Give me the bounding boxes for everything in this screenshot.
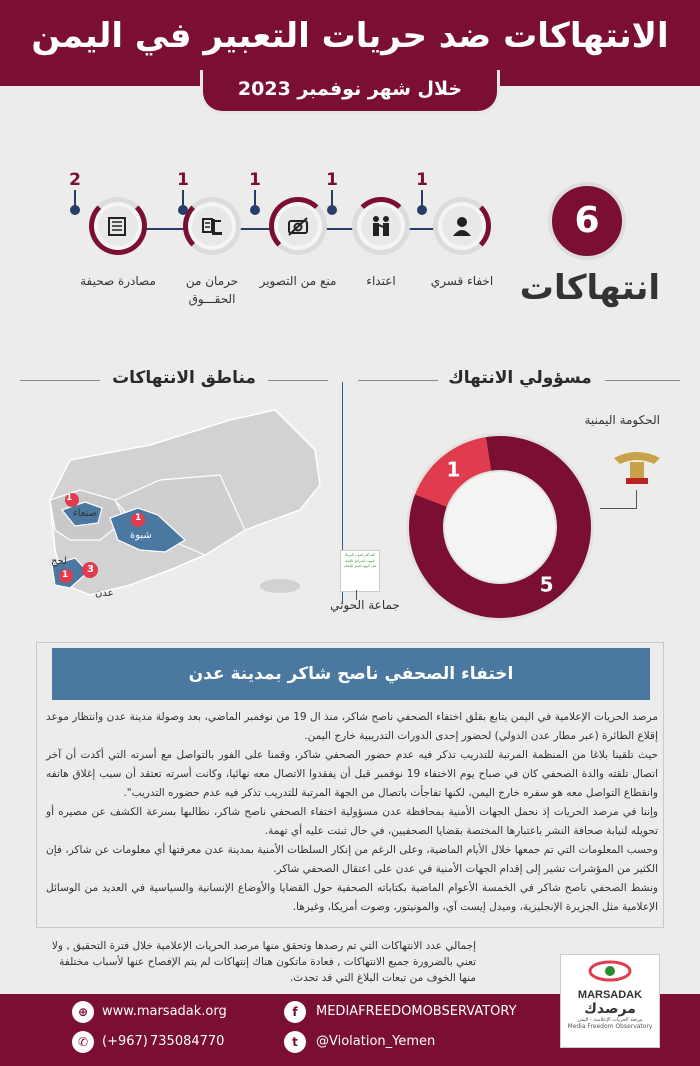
rights-deprivation-badge	[183, 197, 241, 255]
map-label-sanaa: صنعاء	[73, 508, 98, 519]
label-enforced-disappearance: اخفاء قسري	[430, 274, 494, 288]
pin-dot	[417, 205, 427, 215]
facebook-link[interactable]: MEDIAFREEDOMOBSERVATORY	[316, 1004, 517, 1019]
total-violations-label: انتهاكات	[519, 268, 660, 308]
whatsapp-icon: ✆	[72, 1031, 94, 1053]
count-rights-deprivation: 1	[177, 170, 189, 190]
count-newspaper-confiscation: 2	[69, 170, 81, 190]
total-violations-badge: 6	[548, 182, 626, 260]
map-label-lahj: لحج	[51, 556, 67, 567]
phone-number[interactable]: 735084770	[150, 1034, 225, 1049]
count-assault: 1	[326, 170, 338, 190]
newspaper-icon	[106, 215, 130, 237]
article-title: اختفاء الصحفي ناصح شاكر بمدينة عدن	[52, 648, 650, 700]
page-title: الانتهاكات ضد حريات التعبير في اليمن	[31, 16, 669, 56]
assault-badge	[352, 197, 410, 255]
count-filming-ban: 1	[249, 170, 261, 190]
pin-dot	[70, 205, 80, 215]
filming-ban-badge	[269, 197, 327, 255]
page-subtitle: خلال شهر نوفمبر 2023	[237, 78, 463, 100]
count-enforced-disappearance: 1	[416, 170, 428, 190]
article-paragraph: وحسب المعلومات التي تم جمعها خلال الأيام الماضية، وعلى الرغم من إنكار السلطات الأمنية بمدينة عدن معرفتها أي معلومات عن شاكر، فإن الكثير من المؤشرات تشير إلى إقدام الجهات الأمنية في عدن على اعتقال الصحفي شاكر.	[46, 844, 658, 875]
responsible-heading: مسؤولي الانتهاك	[448, 368, 592, 388]
divider	[20, 380, 100, 381]
article-paragraph: حيث تلقينا بلاغا من المنظمة المرتبة للتدريب تذكر فيه عدم حضور الصحفي شاكر، وقمنا على الفور بالتواصل مع أسرته التي أكدت أن آخر اتصال تلقته والدة الصحفي كان في صباح يوم الاختفاء 19 نوفمبر قبل أن يفقدوا الاتصال معه نهائيا، وكانت أسرته تعتقد أن سبب إغلاق هاتفه وانقطاع التواصل معه هو سفره خارج اليمن، لكنها تفاجأت باتصال من الجهة المرتبة للتدريب تذكر فيه عدم حضوره التدريب".	[46, 749, 658, 799]
yemen-emblem-icon	[610, 448, 664, 488]
donut-hole	[445, 472, 555, 582]
facebook-icon: f	[284, 1001, 306, 1023]
map-heading: مناطق الانتهاكات	[112, 368, 256, 388]
marsadak-logo: MARSADAK مرصدك مرصد الحريات الإعلامية - اليمن Media Freedom Observatory	[560, 954, 660, 1048]
map-count-sanaa: 1	[66, 493, 73, 503]
enforced-disappearance-badge	[433, 197, 491, 255]
divider	[268, 380, 328, 381]
map-label-aden: عدن	[95, 588, 114, 599]
person-icon	[451, 215, 473, 237]
donut-value-label: 1	[446, 457, 461, 482]
disclaimer-text: إجمالي عدد الانتهاكات التي تم رصدها وتحقق منها مرصد الحريات الإعلامية خلال فترة التحقيق , ولا تعني بالضرورة جميع الانتهاكات , فعادة ماتكون هناك إنتهاكات لم يتم الإفصاح عنها لأسباب مختلفة منها الخوف من تبعات البلاغ التي قد تحدث.	[51, 940, 476, 984]
pointer-line	[636, 490, 637, 508]
newspaper-confiscation-badge	[89, 197, 147, 255]
rights-icon	[200, 215, 224, 237]
phone-code: (+967)	[102, 1034, 148, 1049]
label-newspaper-confiscation: مصادرة صحيفة	[80, 274, 156, 288]
article-paragraph: وإننا في مرصد الحريات إذ نحمل الجهات الأمنية بمحافظة عدن مسؤولية اختفاء الصحفي ناصح شاكر، نطالبها بسرعة الكشف عن مصيره أو تحويله لنيابة صحافة النشر باعتبارها المختصة بقضايا الصحفيين، في حال ثبتت عليه أي تهمة.	[46, 806, 658, 837]
yemen-map	[30, 390, 330, 620]
pin-dot	[327, 205, 337, 215]
globe-icon: ⊕	[72, 1001, 94, 1023]
map-count-lahj: 1	[62, 570, 69, 580]
no-camera-icon	[286, 215, 310, 237]
website-link[interactable]: www.marsadak.org	[102, 1004, 227, 1019]
twitter-icon: t	[284, 1031, 306, 1053]
divider	[605, 380, 680, 381]
article-body	[46, 708, 658, 917]
divider	[358, 380, 438, 381]
article-paragraph: مرصد الحريات الإعلامية في اليمن يتابع بقلق اختفاء الصحفي ناصح شاكر، منذ ال 19 من نوفمبر الماضي، بعد وصولة مدينة عدن وانتظار موعد إقلاع الطائرة (عبر مطار عدن الدولي) لحضور إحدى الدورات التدريبية خارج اليمن.	[46, 711, 658, 742]
map-label-shabwa: شبوة	[130, 530, 152, 541]
pointer-line	[600, 508, 637, 509]
label-filming-ban: منع من التصوير	[259, 274, 337, 288]
label-assault: اعتداء	[366, 274, 396, 288]
map-count-shabwa: 1	[135, 513, 142, 523]
assault-icon	[369, 215, 393, 237]
eye-logo-icon	[561, 955, 659, 985]
twitter-link[interactable]: @Violation_Yemen	[316, 1034, 436, 1049]
houthi-slogan-icon: الله أكبر الموت لأمريكا الموت لإسرائيل اللعنة على اليهود النصر للإسلام	[340, 550, 380, 592]
article-paragraph: ونشط الصحفي ناصح شاكر في الخمسة الأعوام الماضية بكتاباته الصحفية حول القضايا والأوضاع الإنسانية والسياسية في العديد من الوسائل الإعلامية مثل الجزيرة الإنجليزية، وميدل إيست آي، والمونيتور، وصوت أمريكا، وغيرها.	[46, 882, 658, 913]
houthi-label: جماعة الحوثي	[330, 598, 400, 612]
pin-dot	[250, 205, 260, 215]
label-rights-deprivation: حرمان من الحقـــوق	[185, 274, 239, 306]
island-socotra	[260, 579, 300, 593]
gov-label: الحكومة اليمنية	[584, 413, 660, 427]
donut-value-label: 5	[539, 572, 554, 597]
map-count-aden: 3	[87, 564, 94, 575]
responsibility-donut-chart	[405, 432, 595, 622]
